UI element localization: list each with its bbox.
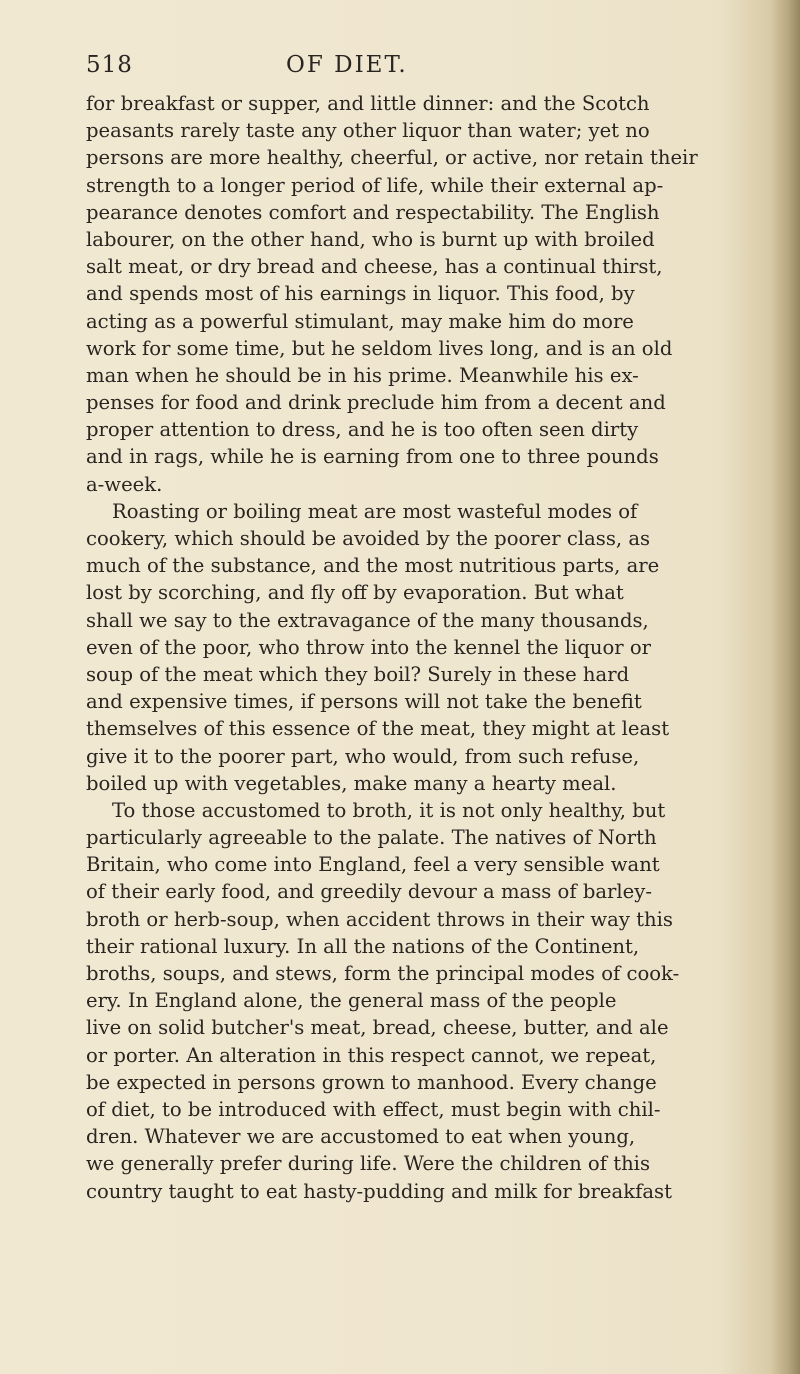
body-text xyxy=(86,90,790,1205)
text-line: of their early food, and greedily devour a mass of barley- xyxy=(86,880,652,904)
text-line: their rational luxury. In all the nations of the Continent, xyxy=(86,934,640,958)
text-line: boiled up with vegetables, make many a hearty meal. xyxy=(86,771,617,795)
text-line: man when he should be in his prime. Meanwhile his ex- xyxy=(86,363,639,387)
text-line: broth or herb-soup, when accident throws in their way this xyxy=(86,907,673,931)
text-line: of diet, to be introduced with effect, must begin with chil- xyxy=(86,1097,661,1121)
page-number: 518 xyxy=(86,52,133,78)
text-line: dren. Whatever we are accustomed to eat when young, xyxy=(86,1125,636,1149)
page-header xyxy=(86,52,766,86)
text-line: peasants rarely taste any other liquor than water; yet no xyxy=(86,119,650,143)
text-line: we generally prefer during life. Were the children of this xyxy=(86,1152,651,1176)
text-line: penses for food and drink preclude him from a decent and xyxy=(86,391,666,415)
text-line: a-week. xyxy=(86,472,163,496)
text-line: proper attention to dress, and he is too often seen dirty xyxy=(86,418,639,442)
text-line: shall we say to the extravagance of the many thousands, xyxy=(86,608,649,632)
text-line: lost by scorching, and fly off by evaporation. But what xyxy=(86,581,624,605)
text-line: and in rags, while he is earning from one to three pounds xyxy=(86,445,659,469)
page-edge-shadow xyxy=(770,0,800,1374)
text-line: soup of the meat which they boil? Surely in these hard xyxy=(86,662,630,686)
text-line: for breakfast or supper, and little dinner: and the Scotch xyxy=(86,92,650,115)
text-line: and expensive times, if persons will not take the benefit xyxy=(86,690,642,714)
text-line: or porter. An alteration in this respect cannot, we repeat, xyxy=(86,1043,657,1067)
text-line: labourer, on the other hand, who is burnt up with broiled xyxy=(86,227,655,251)
text-line: Britain, who come into England, feel a very sensible want xyxy=(86,853,660,877)
text-line: themselves of this essence of the meat, they might at least xyxy=(86,717,670,741)
text-line: country taught to eat hasty-pudding and milk for breakfast xyxy=(86,1179,672,1203)
text-line: cookery, which should be avoided by the poorer class, as xyxy=(86,527,651,550)
text-line: give it to the poorer part, who would, from such refuse, xyxy=(86,744,640,768)
text-line: and spends most of his earnings in liquor. This food, by xyxy=(86,282,635,306)
text-line: strength to a longer period of life, while their external ap- xyxy=(86,173,664,197)
text-line: ery. In England alone, the general mass of the people xyxy=(86,989,617,1013)
text-line: acting as a powerful stimulant, may make him do more xyxy=(86,309,634,333)
text-line: be expected in persons grown to manhood. Every change xyxy=(86,1070,657,1094)
running-head: OF DIET. xyxy=(286,52,408,78)
text-line: work for some time, but he seldom lives long, and is an old xyxy=(86,336,673,360)
text-line: persons are more healthy, cheerful, or active, nor retain their xyxy=(86,146,698,170)
text-line: particularly agreeable to the palate. The natives of North xyxy=(86,826,657,850)
text-line: salt meat, or dry bread and cheese, has a continual thirst, xyxy=(86,255,663,279)
text-line: live on solid butcher's meat, bread, cheese, butter, and ale xyxy=(86,1016,669,1040)
text-line: Roasting or boiling meat are most wasteful modes of xyxy=(112,499,638,523)
text-line: even of the poor, who throw into the kennel the liquor or xyxy=(86,635,652,659)
text-line: much of the substance, and the most nutritious parts, are xyxy=(86,554,660,578)
text-line: broths, soups, and stews, form the principal modes of cook- xyxy=(86,962,680,985)
text-line: pearance denotes comfort and respectability. The English xyxy=(86,200,660,224)
text-line: To those accustomed to broth, it is not only healthy, but xyxy=(112,798,666,822)
